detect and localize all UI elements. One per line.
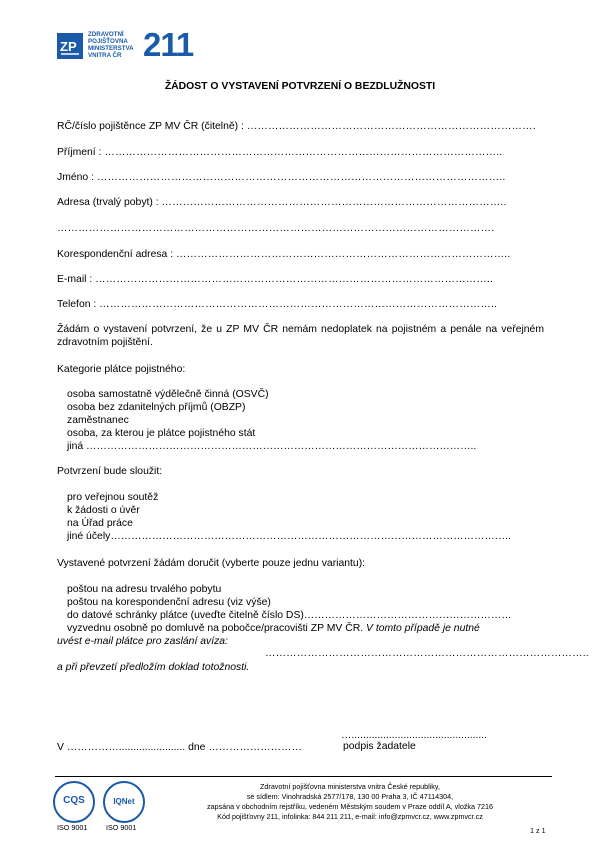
delivery-option-data-box[interactable]: do datové schránky plátce (uveďte čitelně číslo DS)…………………………………………………… — [67, 610, 512, 621]
svg-text:ZP: ZP — [60, 39, 77, 54]
page-number: 1 z 1 — [530, 826, 546, 835]
category-option-state[interactable]: osoba, za kterou je plátce pojistného stát — [67, 428, 256, 439]
address-field-2[interactable]: ……………………………………………………………………………………………………………. — [57, 223, 495, 234]
name-field[interactable]: Jméno : …………………………………………………………………………………………………….. — [57, 172, 506, 183]
date-input[interactable]: ……………………… — [208, 742, 302, 753]
signature-label: podpis žadatele — [343, 741, 416, 752]
delivery-email-note: uvést e-mail plátce pro zaslání avíza: — [57, 636, 228, 647]
address-field[interactable]: Adresa (trvalý pobyt) : …………………………………………………………………………………….. — [57, 197, 507, 208]
delivery-heading: Vystavené potvrzení žádám doručit (vyberte pouze jednu variantu): — [57, 558, 366, 569]
page-title: ŽÁDOST O VYSTAVENÍ POTVRZENÍ O BEZDLUŽNOSTI — [164, 81, 436, 92]
cqs-cert-logo: CQS — [53, 781, 95, 823]
category-heading: Kategorie plátce pojistného: — [57, 364, 186, 375]
purpose-option-tender[interactable]: pro veřejnou soutěž — [67, 492, 159, 503]
purpose-heading: Potvrzení bude sloužit: — [57, 466, 163, 477]
correspondence-address-field[interactable]: Korespondenční adresa : ………………………………………………………………………………….. — [57, 249, 511, 260]
category-option-osvc[interactable]: osoba samostatně výdělečně činná (OSVČ) — [67, 389, 269, 400]
logo-text: ZDRAVOTNÍ POJIŠŤOVNA MINISTERSTVA VNITRA ČR — [88, 31, 134, 59]
category-option-other[interactable]: jiná ………………………………………………………………………………………………….. — [67, 441, 477, 452]
iqnet-cert-logo: IQNet — [103, 781, 145, 823]
delivery-option-permanent-address[interactable]: poštou na adresu trvalého pobytu — [67, 584, 222, 595]
signature-dots[interactable]: …............................................... — [341, 730, 488, 741]
category-option-employee[interactable]: zaměstnanec — [67, 415, 129, 426]
category-option-obzp[interactable]: osoba bez zdanitelných příjmů (OBZP) — [67, 402, 246, 413]
logo-zp-icon — [57, 33, 83, 59]
request-text: Žádám o vystavení potvrzení, že u ZP MV ČR nemám nedoplatek na pojistném a penále na veřejném zdravotním pojištění. — [57, 324, 544, 348]
delivery-email-input[interactable]: ……………………………………………………………………………….. — [265, 648, 589, 659]
logo-number: 211 — [143, 26, 194, 63]
purpose-option-labour-office[interactable]: na Úřad práce — [67, 518, 133, 529]
footer-info: Zdravotní pojišťovna ministerstva vnitra České republiky, se sídlem: Vinohradská 2577/178, 130 00 Praha 3, IČ 47114304, zapsána v obchodním rejstříku, vedeném Městským soudem v Praze oddíl A, vložka 7216 Kód pojišťovny 211, infolinka: 844 211 211, e-mail: info@zpmvcr.cz, www.zpmvcr.cz — [206, 782, 494, 821]
id-note: a při převzetí předložím doklad totožnosti. — [57, 662, 250, 673]
place-date-field[interactable]: V ……………....................... dne ……………………… — [57, 742, 302, 753]
purpose-option-other[interactable]: jiné účely…………………………………………………………………………………………………….. — [67, 531, 511, 542]
delivery-option-personal[interactable]: vyzvednu osobně po domluvě na pobočce/pracovišti ZP MV ČR. V tomto případě je nutné — [67, 623, 480, 634]
delivery-option-correspondence[interactable]: poštou na korespondenční adresu (viz výše) — [67, 597, 271, 608]
iso-label-2: ISO 9001 — [106, 823, 137, 832]
rc-field[interactable]: RČ/číslo pojištěnce ZP MV ČR (čitelně) : ………………………………………………………………………. — [57, 121, 536, 132]
purpose-option-loan[interactable]: k žádosti o úvěr — [67, 505, 140, 516]
email-field[interactable]: E-mail : ………………………………………………………………………………………………….. — [57, 274, 494, 285]
place-input[interactable]: ……………....................... — [66, 742, 186, 753]
footer-divider — [55, 776, 552, 777]
logo-mark — [57, 33, 83, 59]
phone-field[interactable]: Telefon : ………………………………………………………………………………………………….. — [57, 299, 498, 310]
iso-label-1: ISO 9001 — [57, 823, 88, 832]
surname-field[interactable]: Příjmení : ………………………………………………………………………………………………….. — [57, 147, 503, 158]
